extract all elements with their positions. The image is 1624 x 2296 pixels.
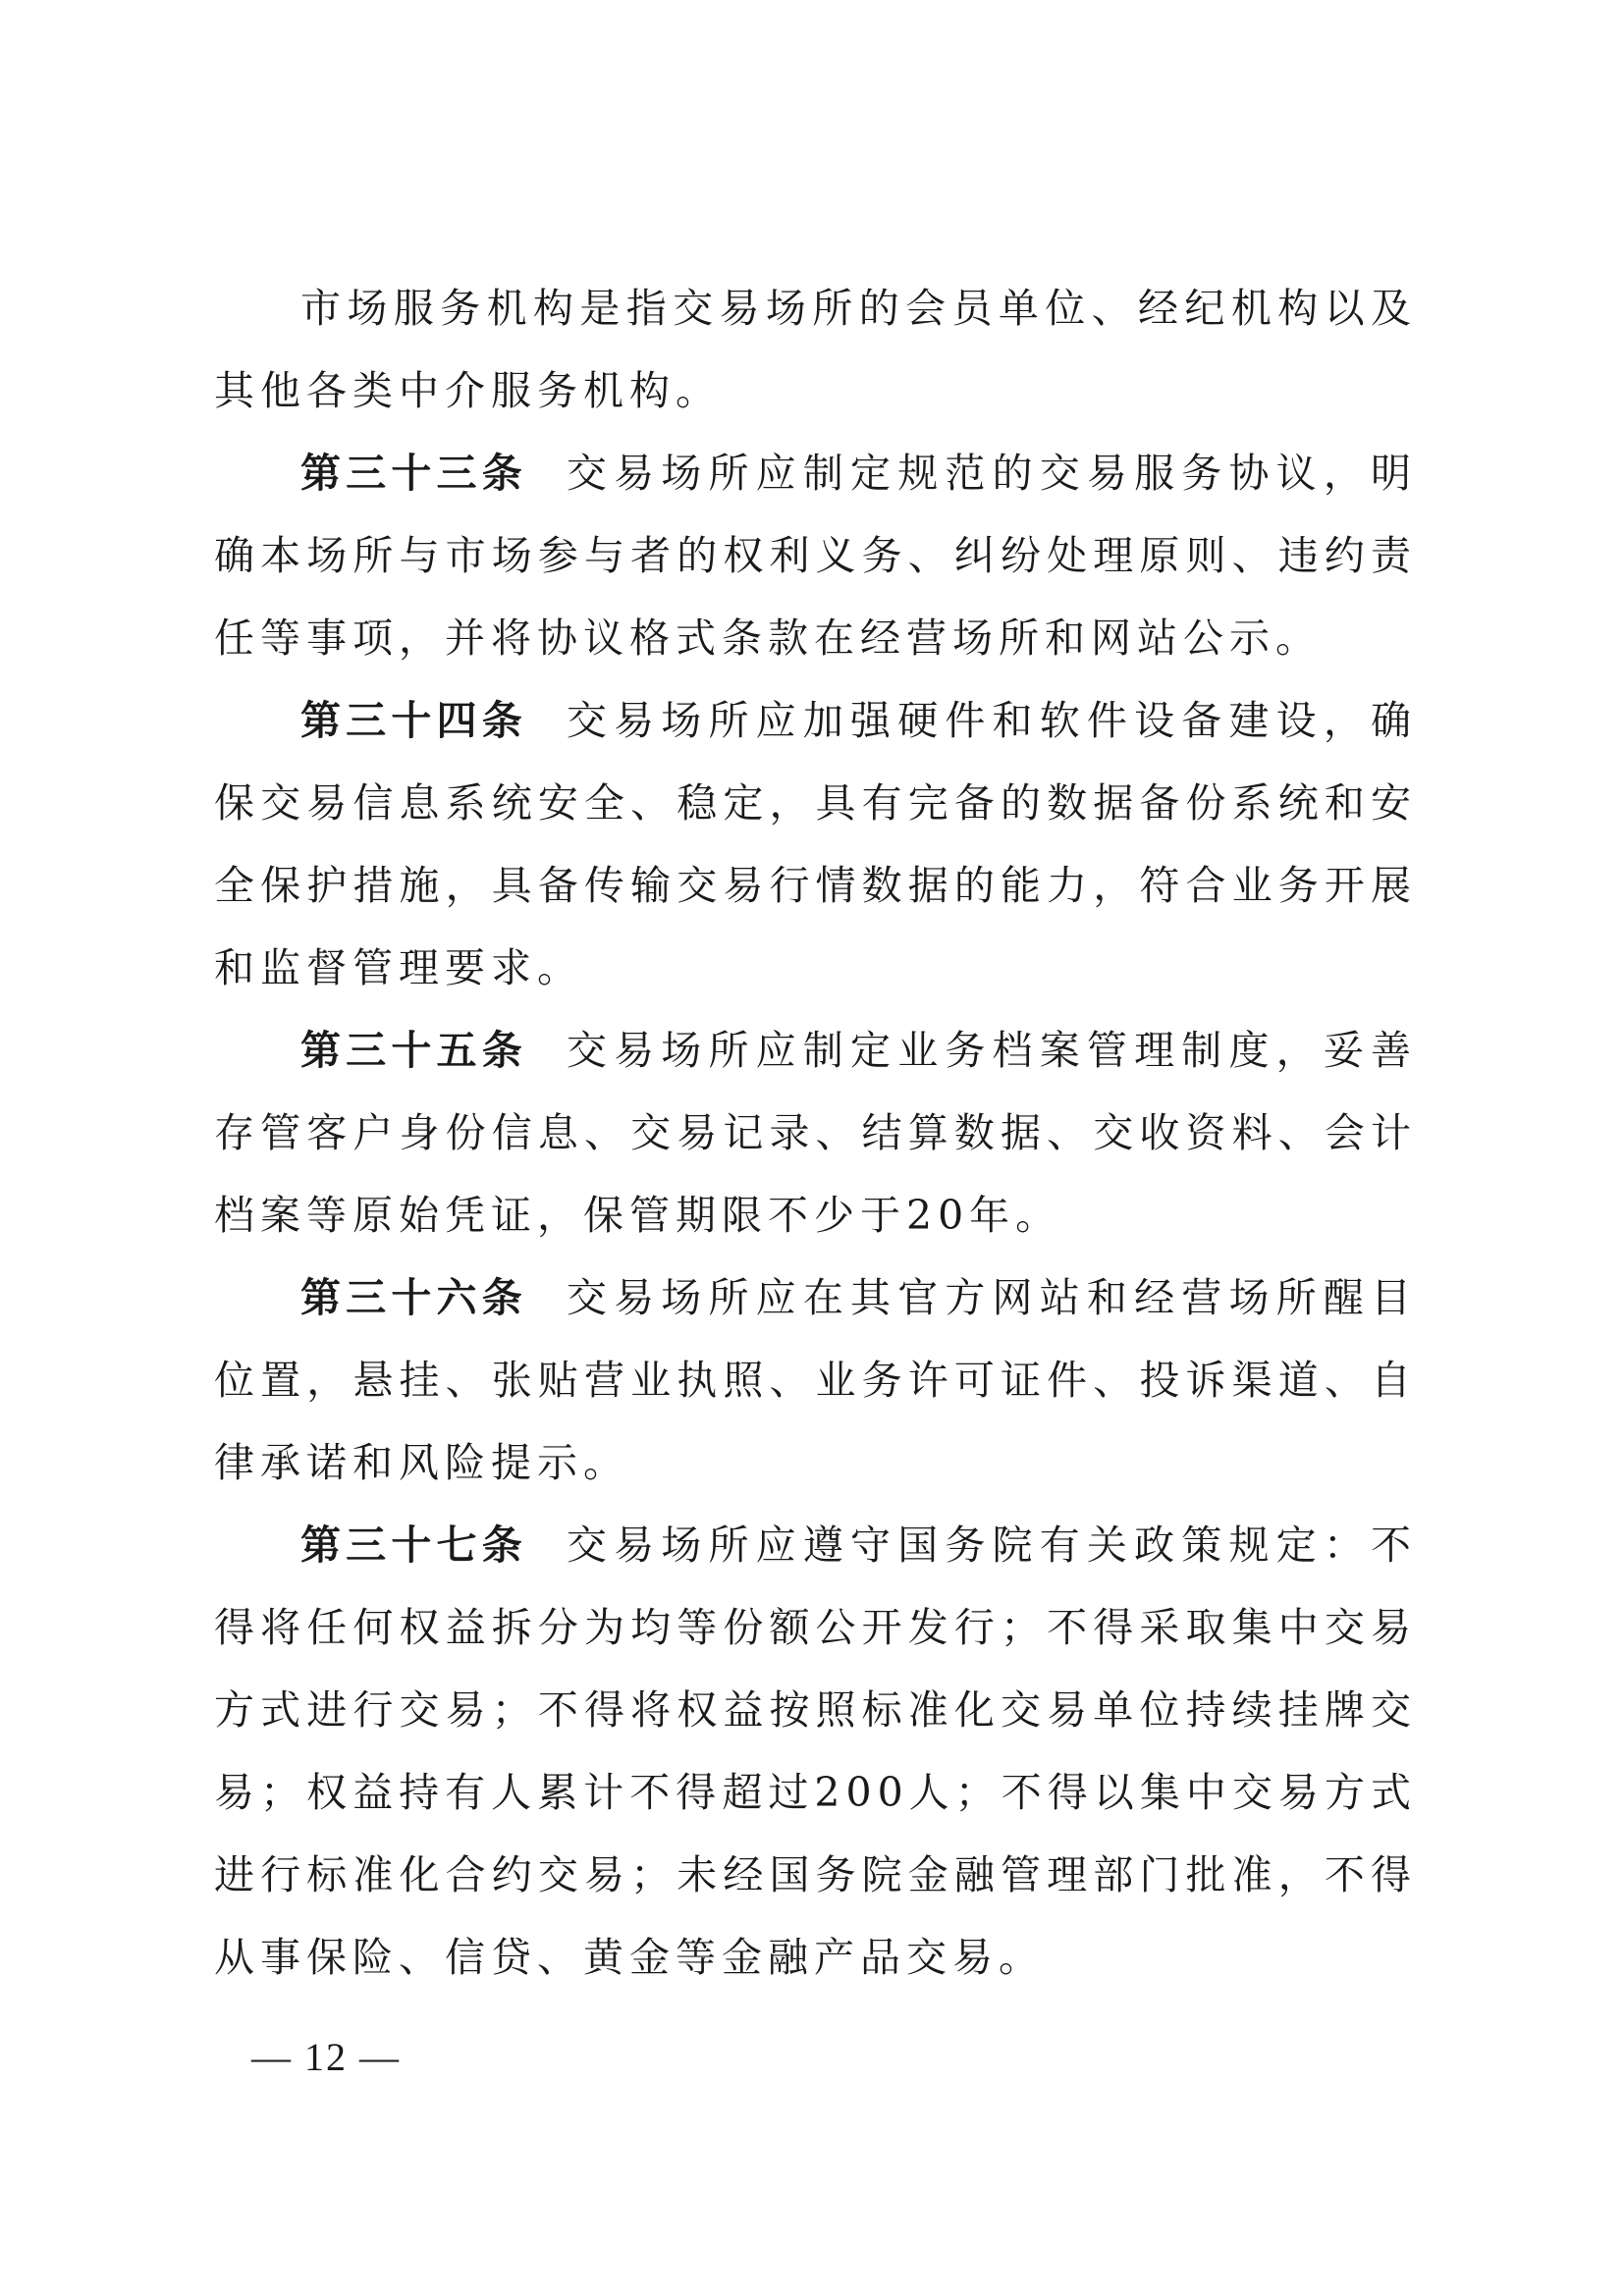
paragraph-article-37 — [214, 1504, 1417, 1999]
article-number: 第三十七条 — [300, 1522, 527, 1569]
article-number: 第三十五条 — [300, 1027, 527, 1074]
paragraph-market-service-definition — [214, 267, 1417, 432]
paragraph-article-35 — [214, 1009, 1417, 1256]
paragraph-text: 交易场所应制定规范的交易服务协议，明确本场所与市场参与者的权利义务、纠纷处理原则、违约责任等事项，并将协议格式条款在经营场所和网站公示。 — [214, 450, 1418, 662]
article-number: 第三十三条 — [300, 450, 527, 497]
paragraph-text: 市场服务机构是指交易场所的会员单位、经纪机构以及其他各类中介服务机构。 — [214, 285, 1417, 414]
document-body — [214, 267, 1417, 1999]
paragraph-article-33 — [214, 432, 1417, 679]
paragraph-text: 交易场所应加强硬件和软件设备建设，确保交易信息系统安全、稳定，具有完备的数据备份系统和安全保护措施，具备传输交易行情数据的能力，符合业务开展和监督管理要求。 — [214, 697, 1418, 991]
page-number: — 12 — — [251, 2035, 401, 2079]
paragraph-text: 交易场所应制定业务档案管理制度，妥善存管客户身份信息、交易记录、结算数据、交收资料、会计档案等原始凭证，保管期限不少于20年。 — [214, 1027, 1418, 1239]
paragraph-article-36 — [214, 1256, 1417, 1504]
paragraph-text: 交易场所应在其官方网站和经营场所醒目位置，悬挂、张贴营业执照、业务许可证件、投诉渠道、自律承诺和风险提示。 — [214, 1274, 1418, 1486]
article-number: 第三十六条 — [300, 1274, 527, 1321]
article-number: 第三十四条 — [300, 697, 527, 744]
paragraph-article-34 — [214, 679, 1417, 1009]
paragraph-text: 交易场所应遵守国务院有关政策规定：不得将任何权益拆分为均等份额公开发行；不得采取集中交易方式进行交易；不得将权益按照标准化交易单位持续挂牌交易；权益持有人累计不得超过200人；不得以集中交易方式进行标准化合约交易；未经国务院金融管理部门批准，不得从事保险、信贷、黄金等金融产品交易。 — [214, 1522, 1418, 1981]
